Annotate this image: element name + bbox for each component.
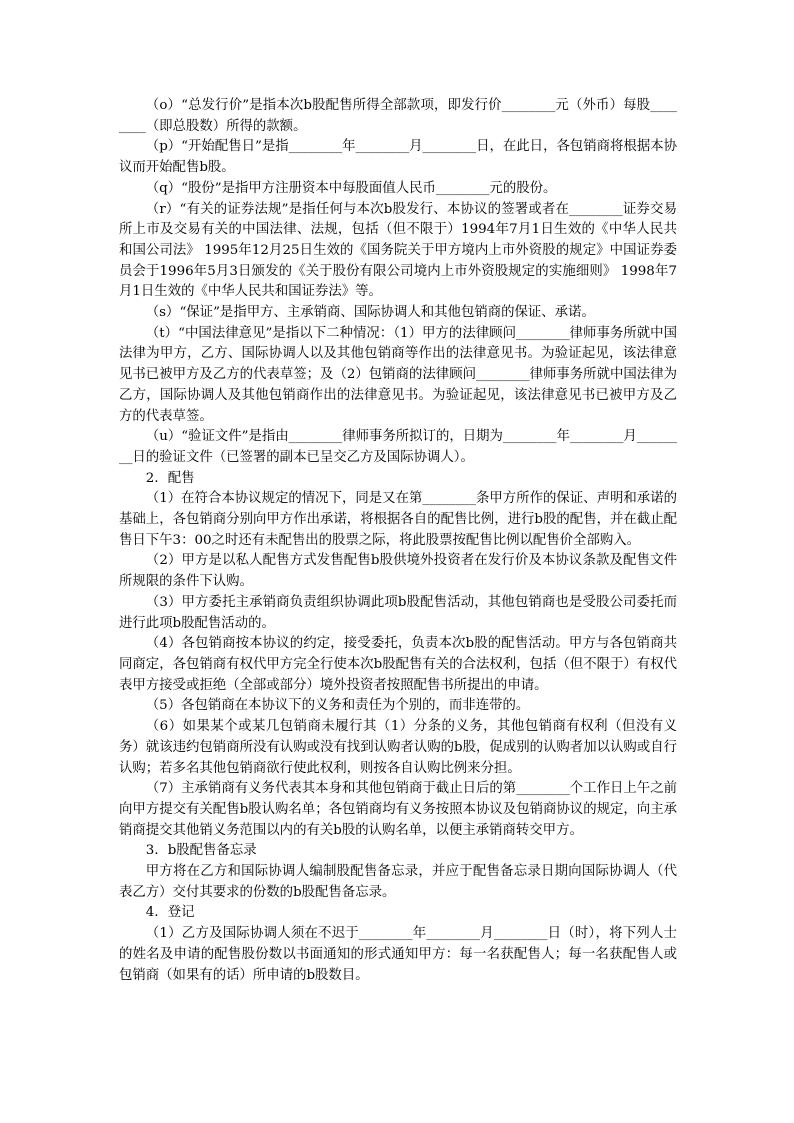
clause-r: （r）“有关的证券法规”是指任何与本次b股发行、本协议的签署或者在________证券交易所上市及交易有关的中国法律、法规，包括（但不限于）1994年7月1日生效的《中华人民共和国公司法》 1995年12月25日生效的《国务院关于甲方境内上市外资股的规定》中国证券委员会于1996年5月3日颁发的《关于股份有限公司境内上市外资股规定的实施细则》 1998年7月1日生效的《中华人民共和国证券法》等。 [119,201,677,300]
section-2-item-1: （1）在符合本协议规定的情况下，同是又在第________条甲方所作的保证、声明和承诺的基础上，各包销商分别向甲方作出承诺，将根据各自的配售比例，进行b股的配售，并在截止配售日下午3：00之时还有未配售出的股票之际，将此股票按配售比例以配售价全部购入。 [119,491,677,548]
clause-p: （p）“开始配售日”是指________年________月________日，在此日，各包销商将根据本协议而开始配售b股。 [119,139,677,176]
section-2-item-6: （6）如果某个或某几包销商未履行其（1）分条的义务，其他包销商有权利（但没有义务）就该违约包销商所没有认购或没有找到认购者认购的b股，促成别的认购者加以认购或自行认购；若多名其他包销商欲行使此权利，则按各自认购比例来分担。 [119,719,677,776]
section-2-item-4: （4）各包销商按本协议的约定，接受委托，负责本次b股的配售活动。甲方与各包销商共同商定，各包销商有权代甲方完全行使本次b股配售有关的合法权利，包括（但不限于）有权代表甲方接受或拒绝（全部或部分）境外投资者按照配售书所提出的申请。 [119,636,677,693]
document-page [119,96,677,986]
clause-t: （t）“中国法律意见”是指以下二种情况：（1）甲方的法律顾问________律师事务所就中国法律为甲方，乙方、国际协调人以及其他包销商等作出的法律意见书。为验证起见，该法律意见书已被甲方及乙方的代表草签；及（2）包销商的法律顾问________律师事务所就中国法律为乙方，国际协调人及其他包销商作出的法律意见书。为验证起见，该法律意见书已被甲方及乙方的代表草签。 [119,325,677,424]
section-2-item-7: （7）主承销商有义务代表其本身和其他包销商于截止日后的第________个工作日上午之前向甲方提交有关配售b股认购名单；各包销商均有义务按照本协议及包销商协议的规定，向主承销商提交其他销义务范围以内的有关b股的认购名单，以便主承销商转交甲方。 [119,781,677,838]
section-2-item-3: （3）甲方委托主承销商负责组织协调此项b股配售活动，其他包销商也是受股公司委托而进行此项b股配售活动的。 [119,594,677,631]
section-4-item-1: （1）乙方及国际协调人须在不迟于________年________月________日（时），将下列人士的姓名及申请的配售股份数以书面通知的形式通知甲方：每一名获配售人；每一名获配售人或包销商（如果有的话）所申请的b股数目。 [119,926,677,983]
section-3-item-1: 甲方将在乙方和国际协调人编制股配售备忘录，并应于配售备忘录日期向国际协调人（代表乙方）交付其要求的份数的b股配售备忘录。 [119,864,677,900]
section-2-item-5: （5）各包销商在本协议下的义务和责任为个别的，而非连带的。 [145,698,530,714]
section-3-heading: 3．b股配售备忘录 [145,843,257,859]
clause-o: （o）“总发行价”是指本次b股配售所得全部款项，即发行价________元（外币）每股________（即总股数）所得的款额。 [119,98,677,134]
clause-u: （u）“验证文件”是指由________律师事务所拟订的，日期为________年________月________日的验证文件（已签署的副本已呈交乙方及国际协调人）。 [119,429,677,465]
clause-q: （q）“股份”是指甲方注册资本中每股面值人民币________元的股份。 [145,180,557,196]
clause-s: （s）“保证”是指甲方、主承销商、国际协调人和其他包销商的保证、承诺。 [145,305,595,321]
section-4-heading: 4．登记 [145,905,195,921]
section-2-heading: 2．配售 [145,470,195,486]
section-2-item-2: （2）甲方是以私人配售方式发售配售b股供境外投资者在发行价及本协议条款及配售文件所规限的条件下认购。 [119,553,677,590]
